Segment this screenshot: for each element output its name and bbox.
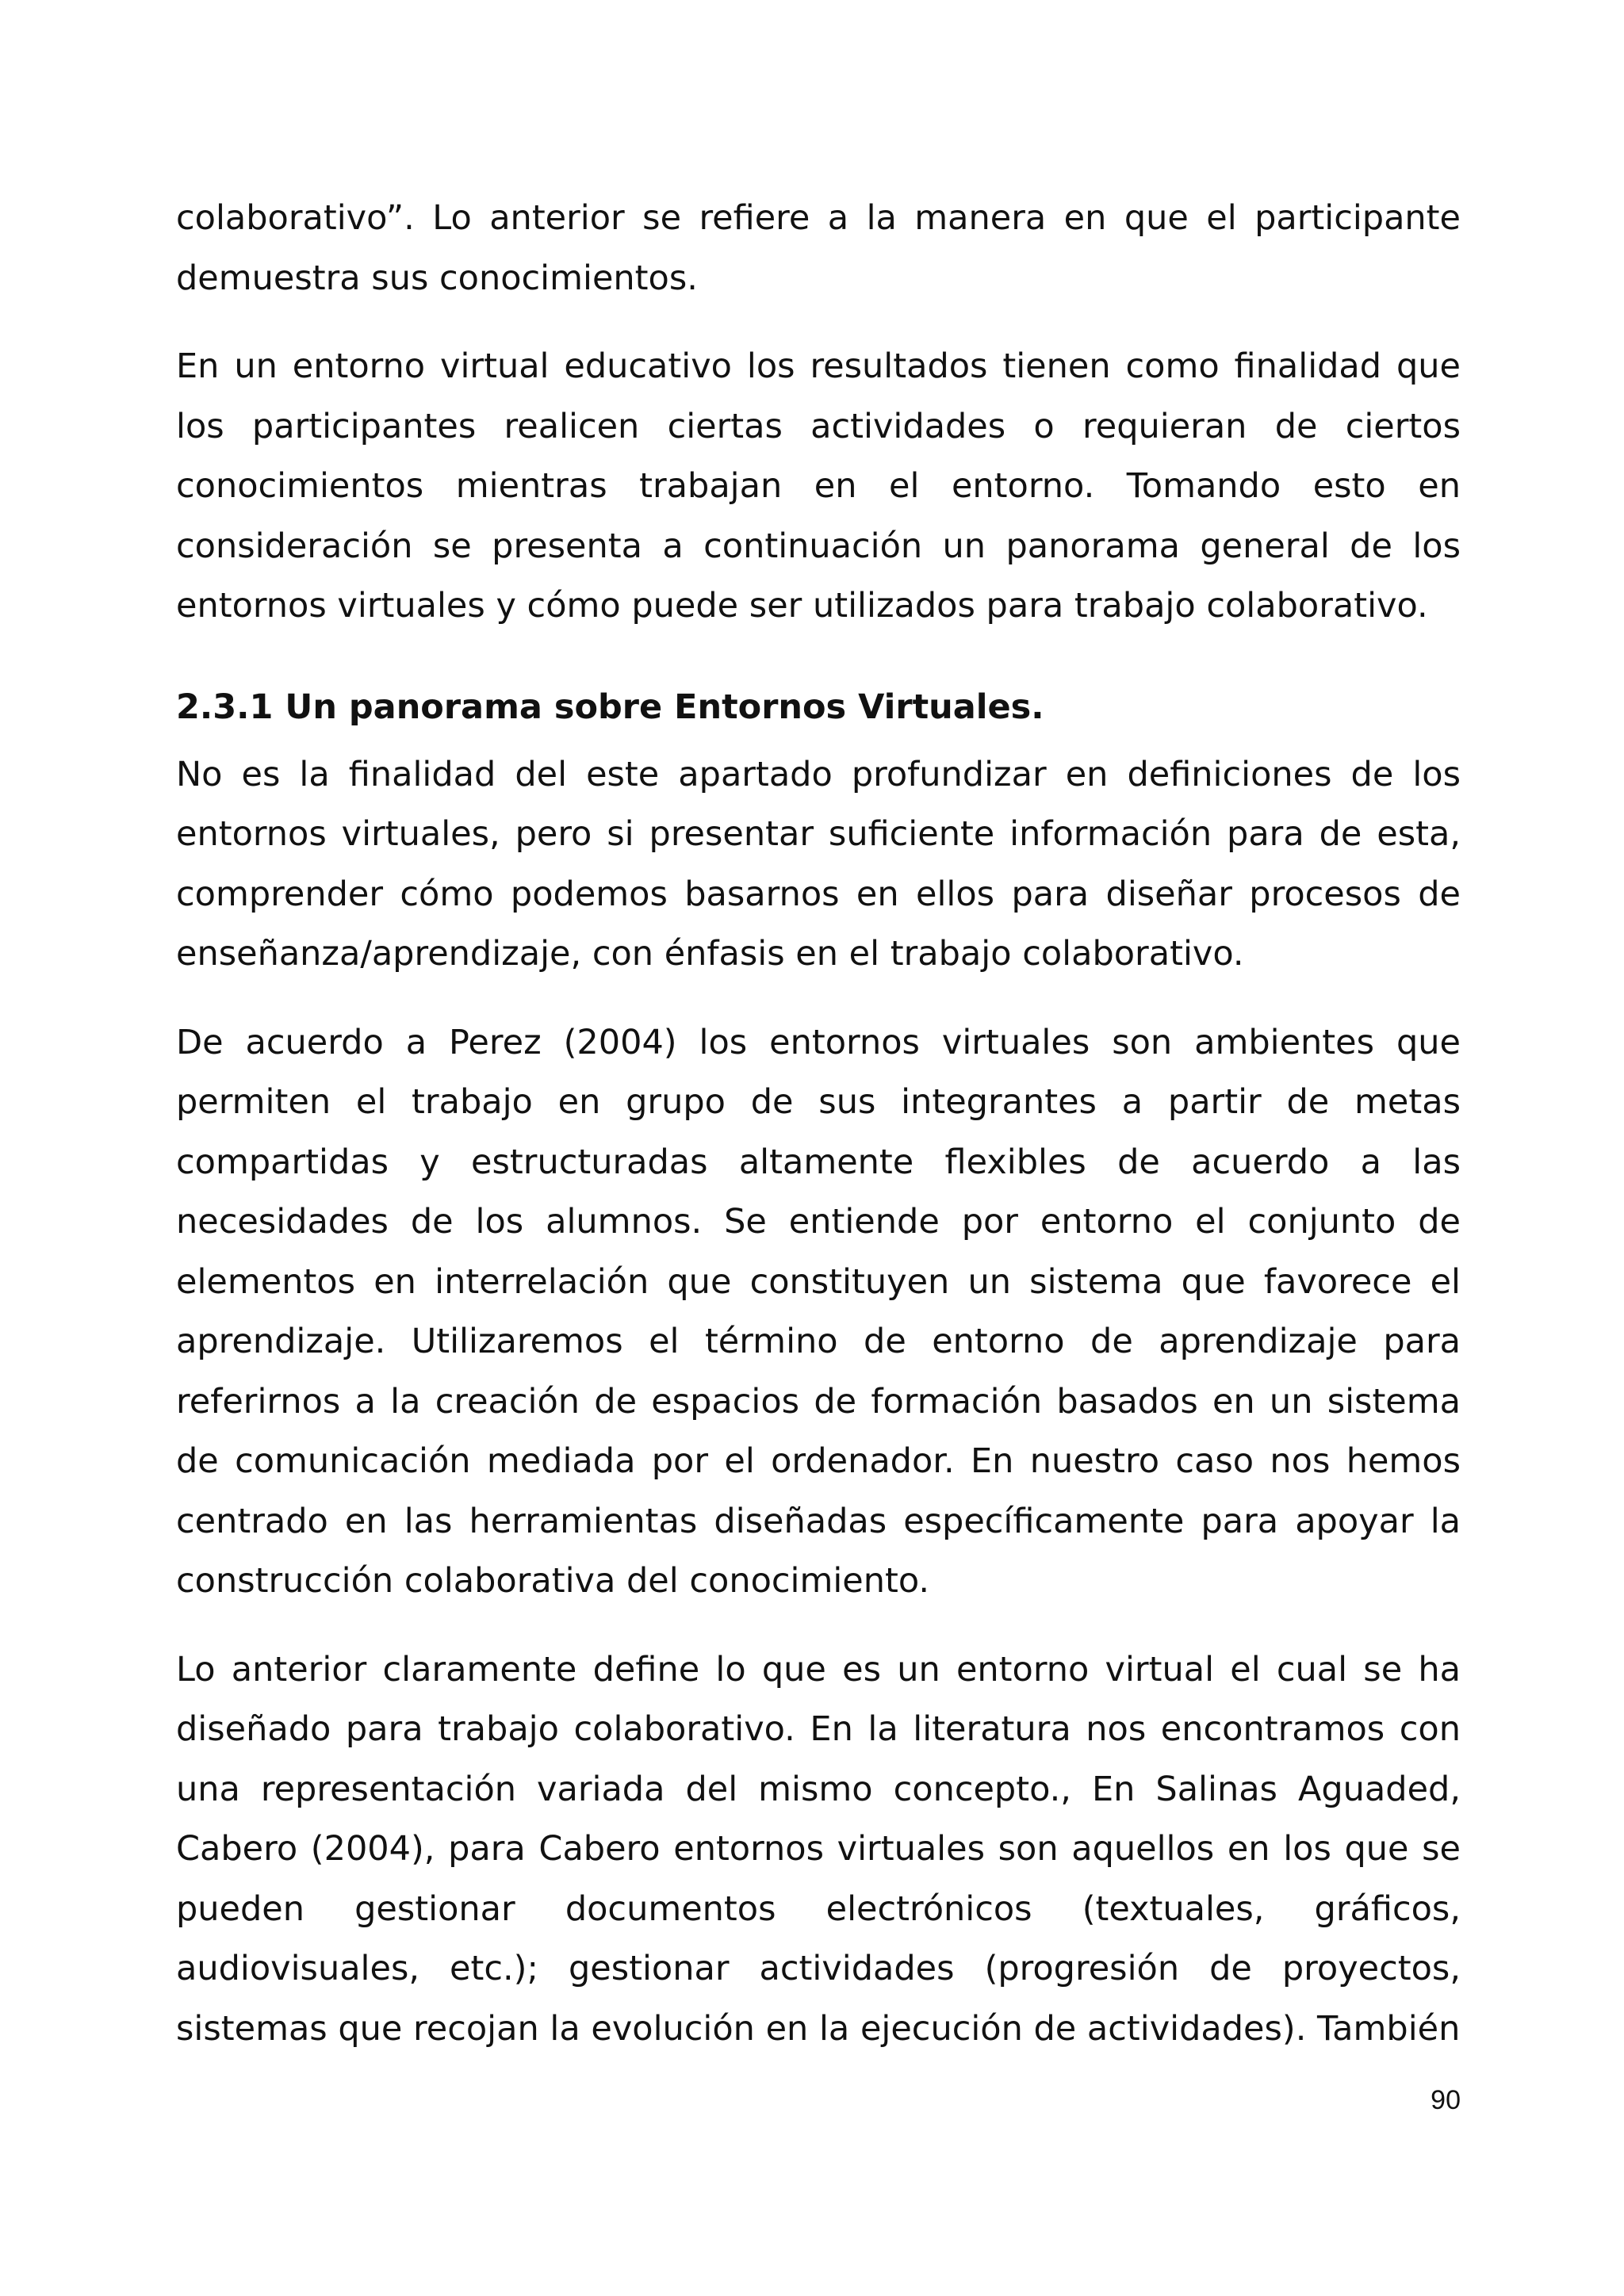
paragraph-purpose: No es la finalidad del este apartado profundizar en definiciones de los entornos virtuales, pero si presentar suficiente información para de esta, comprender cómo podemos basarnos en ellos para diseñar procesos de enseñanza/aprendizaje, con énfasis en el trabajo colaborativo. [176, 754, 1461, 974]
paragraph-virtual-environment-results: En un entorno virtual educativo los resultados tienen como finalidad que los participantes realicen ciertas actividades o requieran de ciertos conocimientos mientras trabajan en el entorno. Tomando esto en consideración se presenta a continuación un panorama general de los entornos virtuales y cómo puede ser utilizados para trabajo colaborativo. [176, 346, 1461, 626]
section-heading: 2.3.1 Un panorama sobre Entornos Virtuales. [176, 687, 1044, 727]
document-page [176, 189, 1461, 2059]
paragraph-perez-definition: De acuerdo a Perez (2004) los entornos virtuales son ambientes que permiten el trabajo en grupo de sus integrantes a partir de metas compartidas y estructuradas altamente flexibles de acuerdo a las necesidades de los alumnos. Se entiende por entorno el conjunto de elementos en interrelación que constituyen un sistema que favorece el aprendizaje. Utilizaremos el término de entorno de aprendizaje para referirnos a la creación de espacios de formación basados en un sistema de comunicación mediada por el ordenador. En nuestro caso nos hemos centrado en las herramientas diseñadas específicamente para apoyar la construcción colaborativa del conocimiento. [176, 1022, 1461, 1601]
page-number: 90 [1431, 2085, 1461, 2115]
paragraph-cabero-definition: Lo anterior claramente define lo que es un entorno virtual el cual se ha diseñado para trabajo colaborativo. En la literatura nos encontramos con una representación variada del mismo concepto., En Salinas Aguaded, Cabero (2004), para Cabero entornos virtuales son aquellos en los que se pueden gestionar documentos electrónicos (textuales, gráficos, audiovisuales, etc.); gestionar actividades (progresión de proyectos, sistemas que recojan la evolución en la ejecución de actividades). También [176, 1649, 1461, 2049]
paragraph-continuation: colaborativo”. Lo anterior se refiere a la manera en que el participante demuestra sus conocimientos. [176, 198, 1461, 298]
